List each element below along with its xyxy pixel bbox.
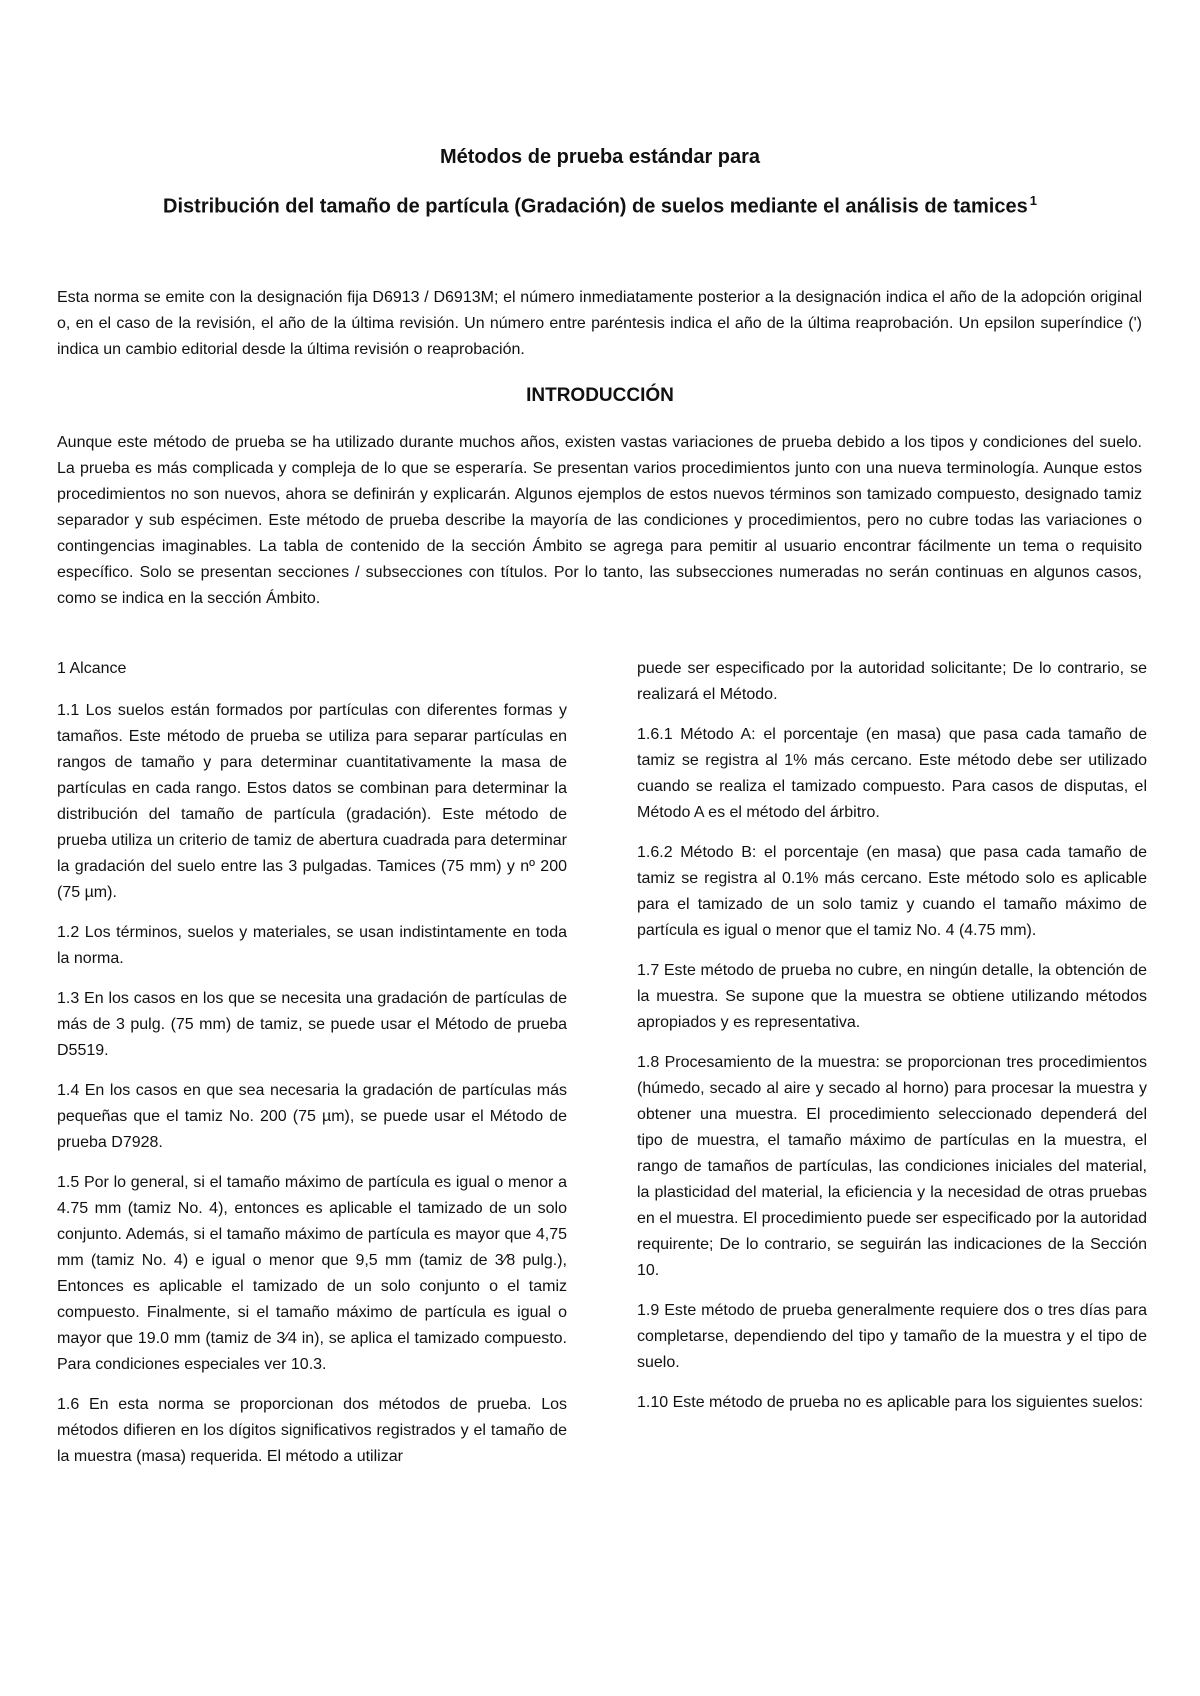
document-title-line1 bbox=[0, 146, 1200, 169]
left-column bbox=[57, 656, 567, 1484]
designation-notice: Esta norma se emite con la designación fija D6913 / D6913M; el número inmediatamente posterior a la designación indica el año de la adopción original o, en el caso de la revisión, el año de la última revisión. Un número entre paréntesis indica el año de la última reaprobación. Un epsilon superíndice (') indica un cambio editorial desde la última revisión o reaprobación. bbox=[57, 289, 1142, 358]
title-line2-text: Distribución del tamaño de partícula (Gradación) de suelos mediante el análisis de tamices bbox=[163, 195, 1028, 218]
title-footnote-marker: 1 bbox=[1029, 193, 1037, 208]
paragraph-1-1: 1.1 Los suelos están formados por partículas con diferentes formas y tamaños. Este método de prueba se utiliza para separar partículas en rangos de tamaño y para determinar cuantitativamente la masa de partículas en cada rango. Estos datos se combinan para determinar la distribución del tamaño de partícula (gradación). Este método de prueba utiliza un criterio de tamiz de abertura cuadrada para determinar la gradación del suelo entre las 3 pulgadas. Tamices (75 mm) y nº 200 (75 µm). bbox=[57, 702, 567, 901]
paragraph-1-4: 1.4 En los casos en que sea necesaria la gradación de partículas más pequeñas que el tamiz No. 200 (75 µm), se puede usar el Método de prueba D7928. bbox=[57, 1082, 567, 1151]
document-title-line2 bbox=[0, 193, 1200, 219]
paragraph-1-6: 1.6 En esta norma se proporcionan dos métodos de prueba. Los métodos difieren en los dígitos significativos registrados y el tamaño de la muestra (masa) requerida. El método a utilizar bbox=[57, 1396, 567, 1465]
introduction-heading: INTRODUCCIÓN bbox=[526, 385, 674, 406]
title-line1-text: Métodos de prueba estándar para bbox=[439, 146, 761, 168]
paragraph-1-5: 1.5 Por lo general, si el tamaño máximo de partícula es igual o menor a 4.75 mm (tamiz No. 4), entonces es aplicable el tamizado de un solo conjunto. Además, si el tamaño máximo de partícula es mayor que 4,75 mm (tamiz No. 4) e igual o menor que 9,5 mm (tamiz de 3⁄8 pulg.), Entonces es aplicable el tamizado de un solo conjunto o el tamiz compuesto. Finalmente, si el tamaño máximo de partícula es igual o mayor que 19.0 mm (tamiz de 3⁄4 in), se aplica el tamizado compuesto. Para condiciones especiales ver 10.3. bbox=[57, 1174, 567, 1373]
paragraph-1-3: 1.3 En los casos en los que se necesita una gradación de partículas de más de 3 pulg. (75 mm) de tamiz, se puede usar el Método de prueba D5519. bbox=[57, 990, 567, 1059]
right-column bbox=[637, 656, 1147, 1430]
paragraph-1-6-1: 1.6.1 Método A: el porcentaje (en masa) que pasa cada tamaño de tamiz se registra al 1% más cercano. Este método debe ser utilizado cuando se realiza el tamizado compuesto. Para casos de disputas, el Método A es el método del árbitro. bbox=[637, 726, 1147, 821]
paragraph-1-6-2: 1.6.2 Método B: el porcentaje (en masa) que pasa cada tamaño de tamiz se registra al 0.1% más cercano. Este método solo es aplicable para el tamizado de un solo tamiz y cuando el tamaño máximo de partícula es igual o menor que el tamiz No. 4 (4.75 mm). bbox=[637, 844, 1147, 939]
paragraph-1-9: 1.9 Este método de prueba generalmente requiere dos o tres días para completarse, dependiendo del tipo y tamaño de la muestra y el tipo de suelo. bbox=[637, 1302, 1147, 1371]
paragraph-1-7: 1.7 Este método de prueba no cubre, en ningún detalle, la obtención de la muestra. Se supone que la muestra se obtiene utilizando métodos apropiados y es representativa. bbox=[637, 962, 1147, 1031]
paragraph-1-2: 1.2 Los términos, suelos y materiales, se usan indistintamente en toda la norma. bbox=[57, 924, 567, 967]
section-heading-scope: 1 Alcance bbox=[57, 660, 127, 677]
paragraph-1-8: 1.8 Procesamiento de la muestra: se proporcionan tres procedimientos (húmedo, secado al aire y secado al horno) para procesar la muestra y obtener una muestra. El procedimiento seleccionado dependerá del tipo de muestra, el tamaño máximo de partículas en la muestra, el rango de tamaños de partículas, las condiciones iniciales del material, la plasticidad del material, la eficiencia y la necesidad de otras pruebas en el muestra. El procedimiento puede ser especificado por la autoridad requirente; De lo contrario, se seguirán las indicaciones de la Sección 10. bbox=[637, 1054, 1147, 1279]
paragraph-1-6-continued: puede ser especificado por la autoridad solicitante; De lo contrario, se realizará el Método. bbox=[637, 660, 1147, 703]
introduction-body: Aunque este método de prueba se ha utilizado durante muchos años, existen vastas variaciones de prueba debido a los tipos y condiciones del suelo. La prueba es más complicada y compleja de lo que se esperaría. Se presentan varios procedimientos junto con una nueva terminología. Aunque estos procedimientos no son nuevos, ahora se definirán y explicarán. Algunos ejemplos de estos nuevos términos son tamizado compuesto, designado tamiz separador y sub espécimen. Este método de prueba describe la mayoría de las condiciones y procedimientos, pero no cubre todas las variaciones o contingencias imaginables. La tabla de contenido de la sección Ámbito se agrega para pemitir al usuario encontrar fácilmente un tema o requisito específico. Solo se presentan secciones / subsecciones con títulos. Por lo tanto, las subsecciones numeradas no serán continuas en algunos casos, como se indica en la sección Ámbito. bbox=[57, 434, 1142, 607]
paragraph-1-10: 1.10 Este método de prueba no es aplicable para los siguientes suelos: bbox=[637, 1394, 1144, 1411]
